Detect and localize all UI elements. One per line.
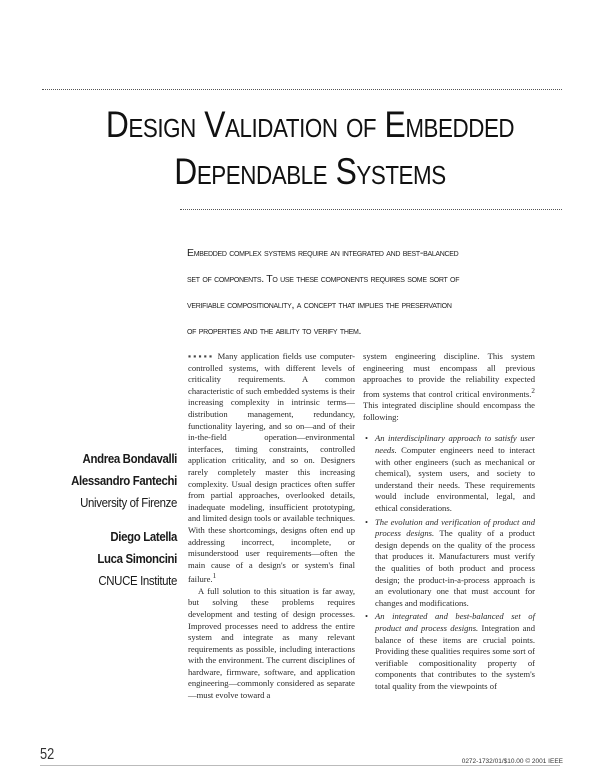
title-line-1: Design Validation of Embedded <box>105 104 515 145</box>
article-title <box>78 101 542 195</box>
list-item: • An integrated and best-balanced set of product and process designs. Integration and balance of these items are crucial points. Providing these qualities requires some sort of verifiable compositionality property of components that contributes to the system's total quality from the viewpoints of <box>363 611 535 692</box>
author-name: Andrea Bondavalli <box>82 451 177 466</box>
abstract-line-4: of properties and the ability to verify them. <box>187 325 362 337</box>
bottom-rule <box>40 765 560 766</box>
top-dotted-rule <box>42 89 562 90</box>
middle-dotted-rule <box>180 209 562 210</box>
author-name: Luca Simoncini <box>97 551 177 566</box>
author-affiliation: CNUCE Institute <box>98 573 177 588</box>
abstract-line-1: Embedded complex systems require an integrated and best-balanced <box>187 247 459 259</box>
author-affiliation: University of Firenze <box>80 495 177 510</box>
page-number: 52 <box>40 746 55 763</box>
abstract-line-3: verifiable compositionality, a concept that implies the preservation <box>187 299 452 311</box>
lead-dots-ornament: ▪▪▪▪▪ <box>188 351 215 361</box>
body-paragraph: system engineering discipline. This system engineering must encompass all previous approaches to provide the reliability expected from systems that control critical environments.$^2$ This integrated discipline should encompass the following: <box>363 351 535 422</box>
requirements-list <box>363 433 535 692</box>
body-column-left <box>188 351 355 702</box>
list-item: • The evolution and verification of product and process designs. The quality of a product design depends on the quality of the process that produces it. Manufacturers must verify the qualities of both product and process design; the product-in-a-process approach is an evolutionary one that must account for changes and modifications. <box>363 517 535 610</box>
body-column-right <box>363 351 535 694</box>
reference-marker: 2 <box>531 386 535 395</box>
body-paragraph: A full solution to this situation is far away, but solving these problems requires development and testing of design processes. Improved processes need to address the entire system and integrate as many relevant requirements as possible, including interactions with the environment. The current disciplines of hardware, firmware, software, and application engineering—commonly considered as separate—must evolve toward a <box>188 585 355 701</box>
body-paragraph: ▪▪▪▪▪ Many application fields use computer-controlled systems, with different levels of criticality requirements. A common characteristic of such embedded systems is their increasing complexity in intrinsic terms—distribution management, redundancy, functionality layering, and so on—and of their in-the-field operation—environmental interfaces, timing constraints, controlled application criticality, and so on. Designers rarely completely master this increasing complexity. Usual design practices often suffer from partial approaches, overlooked details, inadequate modeling, insufficient prototyping, and limited design tools or available techniques. With these shortcomings, designs often end up addressing incorrect, incomplete, or misunderstood user requirements—often the main cause of a design's or system's final failure.$^1$ <box>188 351 355 585</box>
abstract <box>187 240 567 344</box>
abstract-line-2: set of components. To use these components requires some sort of <box>187 273 460 285</box>
author-name: Diego Latella <box>110 529 177 544</box>
list-item: • An interdisciplinary approach to satisfy user needs. Computer engineers need to interact with other engineers (such as mechanical or chemical), system users, and society to understand their needs. These requirements would include environmental, legal, and ethical considerations. <box>363 433 535 514</box>
reference-marker: 1 <box>212 572 217 581</box>
title-line-2: Dependable Systems <box>174 151 446 192</box>
copyright-code: 0272-1732/01/$10.00 © 2001 IEEE <box>461 758 563 765</box>
author-block <box>40 448 177 592</box>
author-name: Alessandro Fantechi <box>71 473 177 488</box>
